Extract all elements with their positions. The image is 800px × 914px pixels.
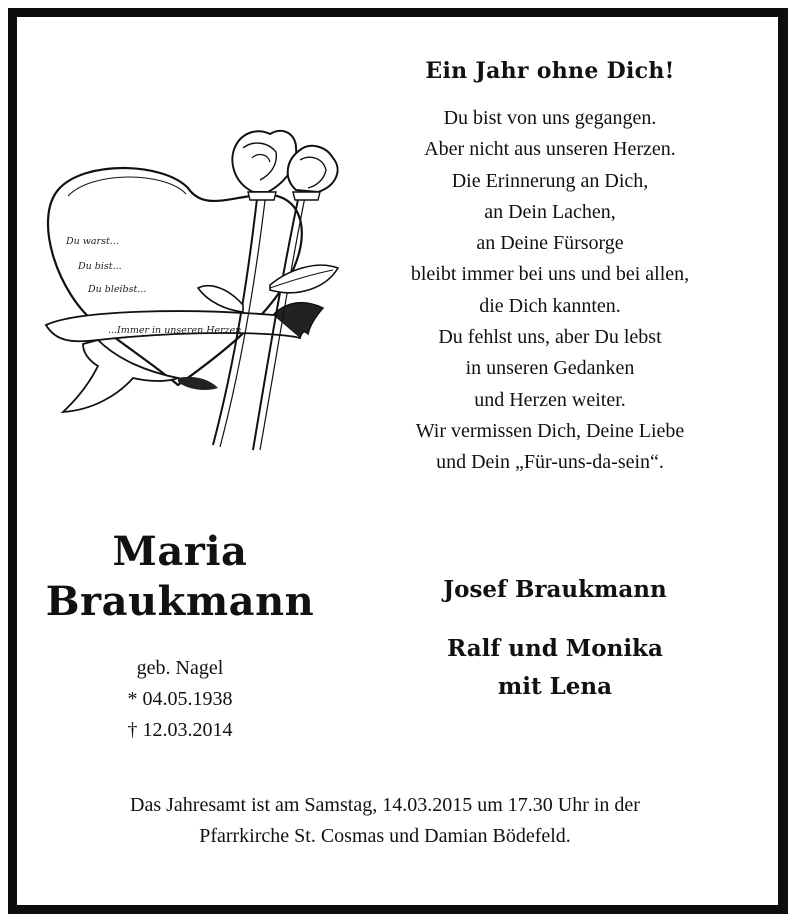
poem-line: Wir vermissen Dich, Deine Liebe <box>415 419 685 442</box>
maiden-name: geb. Nagel <box>136 657 224 679</box>
family-line: Josef Braukmann <box>443 576 667 603</box>
family-line: mit Lena <box>497 673 613 700</box>
family-line: Ralf und Monika <box>447 635 663 662</box>
ribbon-text: ...Immer in unseren Herzen <box>108 325 242 336</box>
poem <box>350 103 750 479</box>
rose <box>232 131 296 192</box>
poem-title: Ein Jahr ohne Dich! <box>425 58 675 84</box>
poem-line: an Deine Fürsorge <box>476 232 624 255</box>
heart-text: Du bleibst... <box>88 284 147 295</box>
poem-line: an Dein Lachen, <box>484 200 616 223</box>
poem-line: Du bist von uns gegangen. <box>443 107 657 129</box>
poem-line: Du fehlst uns, aber Du lebst <box>438 326 662 349</box>
poem-line: in unseren Gedanken <box>465 357 635 380</box>
last-name: Braukmann <box>45 578 315 625</box>
heart-text: Du bist... <box>78 261 122 272</box>
heart-roses-emblem <box>38 120 358 455</box>
poem-line: und Dein „Für-uns-da-sein“. <box>436 451 664 474</box>
death-date: † 12.03.2014 <box>127 719 233 741</box>
heart-text: Du warst... <box>66 236 119 247</box>
first-name: Maria <box>112 528 248 575</box>
poem-line: und Herzen weiter. <box>474 388 626 411</box>
service-line: Pfarrkirche St. Cosmas und Damian Bödefeld. <box>199 825 571 847</box>
service-line: Das Jahresamt ist am Samstag, 14.03.2015 um 17.30 Uhr in der <box>130 794 640 816</box>
birth-date: * 04.05.1938 <box>127 688 233 710</box>
poem-line: die Dich kannten. <box>479 294 621 317</box>
poem-line: bleibt immer bei uns und bei allen, <box>410 263 690 286</box>
poem-line: Aber nicht aus unseren Herzen. <box>424 138 676 161</box>
rose <box>288 146 338 192</box>
deceased-name <box>30 527 330 627</box>
poem-line: Die Erinnerung an Dich, <box>451 169 649 192</box>
family-signature <box>395 573 715 706</box>
service-announcement <box>25 790 745 852</box>
deceased-details <box>40 653 320 746</box>
